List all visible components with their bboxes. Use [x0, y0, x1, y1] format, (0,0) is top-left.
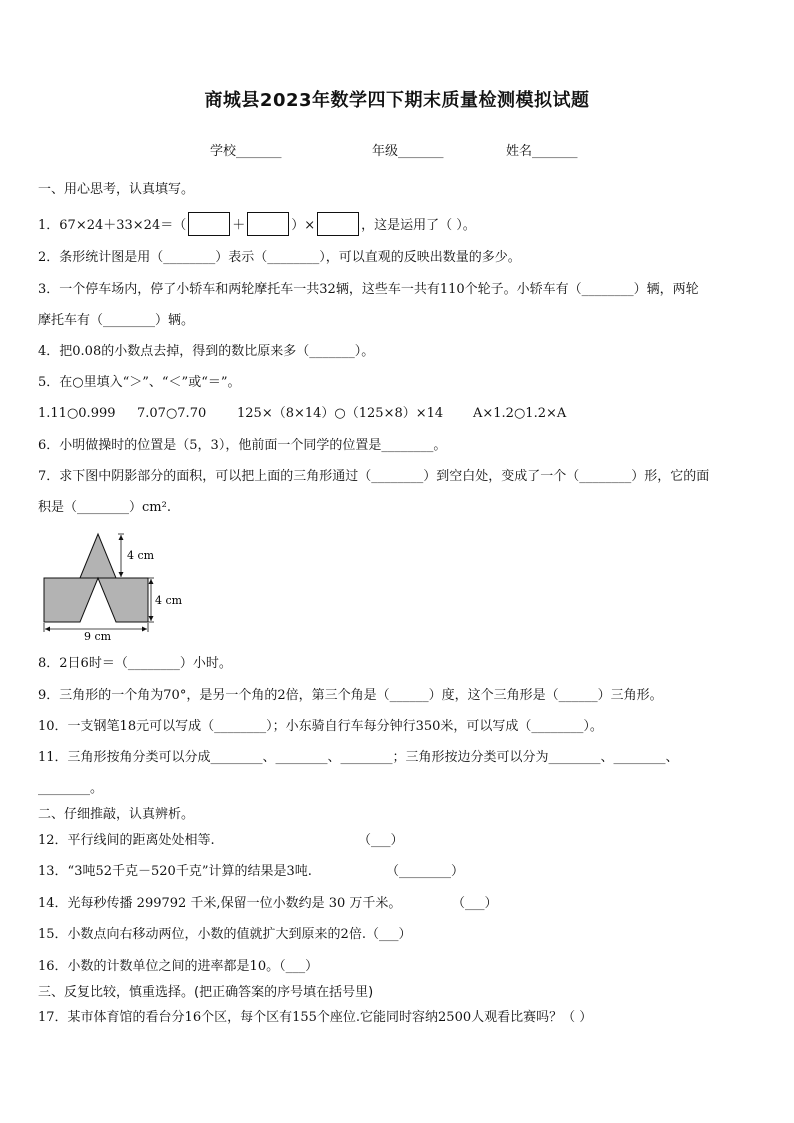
question-9: 9．三角形的一个角为70°，是另一个角的2倍，第三个角是（______）度，这个三角形是（______）三角形。: [38, 688, 663, 703]
answer-box-1: [188, 212, 230, 236]
question-5-item: A×1.2○1.2×A: [473, 406, 567, 421]
question-1: 1．67×24＋33×24＝（ ＋ ）× ，这是运用了（ ）。: [38, 212, 476, 236]
grade-field: 年级_______: [372, 144, 444, 159]
label-bottom-width: 9 cm: [84, 630, 112, 643]
question-16: 16．小数的计数单位之间的进率都是10。（___）: [38, 959, 319, 974]
question-15: 15．小数点向右移动两位，小数的值就扩大到原来的2倍.（___）: [38, 927, 412, 942]
question-11-line-1: 11．三角形按角分类可以分成________、________、________；三角形按边分类可以分为________、________、: [38, 750, 679, 765]
name-field: 姓名_______: [506, 144, 578, 159]
question-14-answer: （___）: [452, 896, 498, 911]
section-1-heading: 一、用心思考，认真填写。: [38, 182, 195, 197]
label-top-height: 4 cm: [127, 549, 155, 562]
section-3-heading: 三、反复比较，慎重选择。(把正确答案的序号填在括号里): [38, 985, 374, 1000]
question-12: 12．平行线间的距离处处相等.: [38, 833, 215, 848]
question-6: 6．小明做操时的位置是（5，3），他前面一个同学的位置是________。: [38, 438, 447, 453]
question-12-answer: （___）: [358, 833, 404, 848]
question-3-line-2: 摩托车有（________）辆。: [38, 313, 195, 328]
question-5-item: 1.11○0.999: [38, 406, 116, 421]
question-5-item: 125×（8×14）○（125×8）×14: [237, 406, 444, 421]
question-10: 10．一支钢笔18元可以写成（________）；小东骑自行车每分钟行350米，可以写成（________）。: [38, 719, 603, 734]
top-triangle: [80, 534, 116, 578]
question-13-answer: （________）: [386, 864, 465, 879]
answer-box-2: [247, 212, 289, 236]
section-2-heading: 二、仔细推敲，认真辨析。: [38, 807, 195, 822]
question-3-line-1: 3．一个停车场内，停了小轿车和两轮摩托车一共32辆，这些车一共有110个轮子。小轿车有（________）辆，两轮: [38, 282, 699, 297]
shaded-area-figure: [38, 528, 198, 644]
question-2: 2．条形统计图是用（________）表示（________），可以直观的反映出数量的多少。: [38, 250, 521, 265]
page-title: 商城县2023年数学四下期末质量检测模拟试题: [204, 90, 590, 111]
question-4: 4．把0.08的小数点去掉，得到的数比原来多（_______）。: [38, 344, 375, 359]
answer-box-3: [317, 212, 359, 236]
question-8: 8．2日6时＝（________）小时。: [38, 656, 232, 671]
lower-shaded-area: [44, 578, 148, 622]
label-right-height: 4 cm: [155, 594, 183, 607]
question-7-line-2: 积是（________）cm².: [38, 500, 171, 515]
question-5: 5．在○里填入“＞”、“＜”或“＝”。: [38, 375, 241, 390]
question-17: 17．某市体育馆的看台分16个区，每个区有155个座位.它能同时容纳2500人观看比赛吗？（ ）: [38, 1010, 593, 1025]
question-14: 14．光每秒传播 299792 千米,保留一位小数约是 30 万千米。: [38, 896, 402, 911]
question-13: 13．“3吨52千克－520千克”计算的结果是3吨.: [38, 864, 312, 879]
school-field: 学校_______: [210, 144, 282, 159]
question-7-line-1: 7．求下图中阴影部分的面积，可以把上面的三角形通过（________）到空白处，变成了一个（________）形，它的面: [38, 469, 710, 484]
question-11-line-2: ________。: [38, 781, 104, 796]
question-5-item: 7.07○7.70: [137, 406, 207, 421]
